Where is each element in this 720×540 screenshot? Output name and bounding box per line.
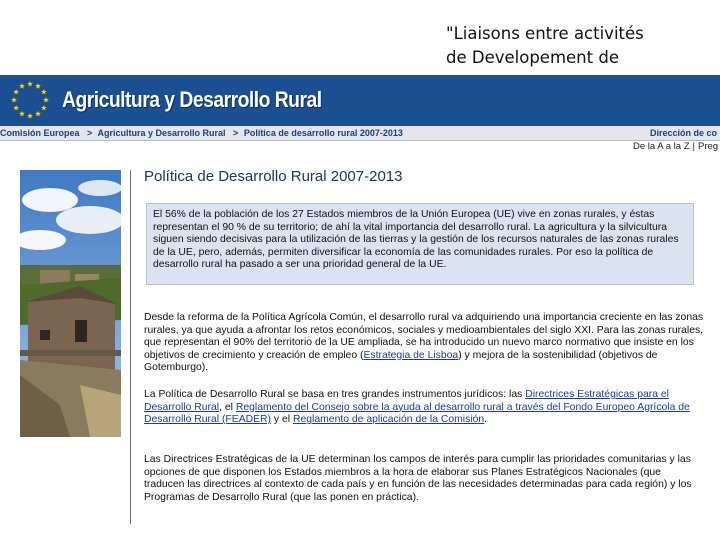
faq-link[interactable]: Preg [697, 141, 719, 152]
paragraph-text: Desde la reforma de la Política Agrícola Común, el desarrollo rural va adquiriendo una importancia creciente en las zonas rurales, ya que ayuda a afrontar los retos económicos, sociales y medioambientales del siglo XXI. Para las zonas rurales, que representan el 90% del territorio de la UE ampliada, se ha introducido un nuevo marco normativo que insiste en los objetivos de crecimiento y creación de empleo ( [144, 312, 704, 361]
breadcrumb-item-comision[interactable]: Comisión Europea [0, 128, 80, 138]
breadcrumb [0, 126, 720, 141]
az-index-link[interactable]: De la A a la Z [633, 141, 690, 152]
site-name[interactable]: Agricultura y Desarrollo Rural [62, 87, 322, 112]
paragraph-instrumentos [144, 389, 704, 427]
intro-box: El 56% de la población de los 27 Estados miembros de la Unión Europea (UE) vive en zonas rurales, y éstas representan el 90 % de su territorio; de ahí la vital importancia del desarrollo rural. La agricultura y la silvicultura siguen siendo decisivas para la utilización de las tierras y la gestión de los recursos naturales de las zonas rurales de la UE, pero, además, permiten diversificar la economía de las comunidades rurales. Por eso la política de desarrollo rural ha pasado a ser una prioridad general de la UE. [146, 203, 694, 285]
eu-flag-icon [6, 77, 54, 123]
paragraph-directrices: Las Directrices Estratégicas de la UE determinan los campos de interés para cumplir las prioridades comunitarias y las opciones de que disponen los Estados miembros a la hora de elaborar sus Planes Estratégicos Nacionales (que traducen las directrices al contexto de cada país y en función de las necesidades determinadas para cada región) y los Programas de Desarrollo Rural (que las ponen en práctica). [144, 454, 692, 503]
az-separator: | [692, 141, 695, 152]
breadcrumb-item-agricultura[interactable]: Agricultura y Desarrollo Rural [97, 128, 226, 138]
site-banner [0, 75, 720, 128]
slide-title: "Liaisons entre activités de Developement de [446, 24, 644, 67]
paragraph-text: y el [271, 414, 293, 426]
paragraph-text: , el [219, 401, 236, 413]
breadcrumb-separator: > [233, 128, 239, 138]
breadcrumb-separator: > [87, 128, 93, 138]
column-divider [130, 170, 131, 524]
estrategia-lisboa-link[interactable]: Estrategia de Lisboa [363, 349, 459, 361]
paragraph-text: ) y mejora de la sostenibilidad (objetivos de Gotemburgo). [144, 349, 658, 374]
az-nav [633, 141, 718, 152]
page-title: Política de Desarrollo Rural 2007-2013 [144, 168, 403, 185]
rural-village-photo [20, 170, 121, 437]
paragraph-text: La Política de Desarrollo Rural se basa en tres grandes instrumentos jurídicos: las [144, 389, 526, 400]
directrices-link[interactable]: Directrices Estratégicas para el Desarrollo Rural [144, 389, 669, 413]
breadcrumb-item-politica[interactable]: Política de desarrollo rural 2007-2013 [243, 128, 403, 138]
paragraph-reforma [144, 312, 704, 375]
reglamento-consejo-link[interactable]: Reglamento del Consejo sobre la ayuda al desarrollo rural a través del Fondo Europeo Agrícola de Desarrollo Rural (FEADER) [144, 401, 690, 426]
direccion-link[interactable]: Dirección de co [650, 128, 718, 138]
reglamento-aplicacion-link[interactable]: Reglamento de aplicación de la Comisión [292, 414, 485, 426]
paragraph-text: . [484, 414, 488, 426]
